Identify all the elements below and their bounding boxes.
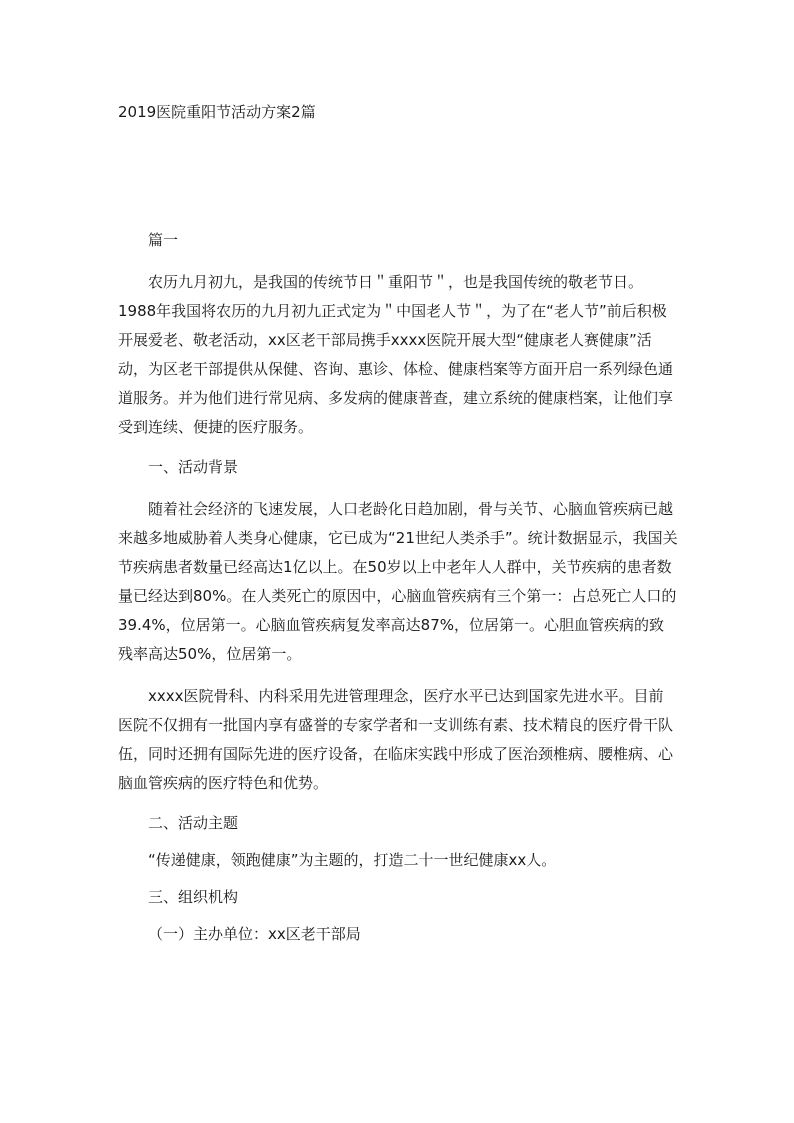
organizer-line: （一）主办单位：xx区老干部局 [148,925,361,943]
document-body [118,226,678,949]
heading-organization: 三、组织机构 [148,888,239,906]
section-label: 篇一 [148,231,179,249]
theme-paragraph: “传递健康，领跑健康”为主题的，打造二十一世纪健康xx人。 [148,851,557,869]
background-paragraph-1: 随着社会经济的飞速发展，人口老龄化日趋加剧，骨与关节、心脑血管疾病已越来越多地威胁着人类身心健康，它已成为“21世纪人类杀手”。统计数据显示，我国关节疾病患者数量已经高达1亿以上。在50岁以上中老年人人群中，关节疾病的患者数量已经达到80%。在人类死亡的原因中，心脑血管疾病有三个第一：占总死亡人口的39.4%，位居第一。心脑血管疾病复发率高达87%，位居第一。心胆血管疾病的致残率高达50%，位居第一。 [118,500,678,663]
heading-activity-theme: 二、活动主题 [148,814,239,832]
heading-activity-background: 一、活动背景 [148,458,239,476]
background-paragraph-2: xxxx医院骨科、内科采用先进管理理念，医疗水平已达到国家先进水平。目前医院不仅拥有一批国内享有盛誉的专家学者和一支训练有素、技术精良的医疗骨干队伍，同时还拥有国际先进的医疗设备，在临床实践中形成了医治颈椎病、腰椎病、心脑血管疾病的医疗特色和优势。 [118,687,674,792]
intro-paragraph: 农历九月初九，是我国的传统节日＂重阳节＂，也是我国传统的敬老节日。1988年我国将农历的九月初九正式定为＂中国老人节＂，为了在“老人节”前后积极开展爱老、敬老活动，xx区老干部局携手xxxx医院开展大型“健康老人赛健康”活动，为区老干部提供从保健、咨询、惠诊、体检、健康档案等方面开启一系列绿色通道服务。并为他们进行常见病、多发病的健康普查，建立系统的健康档案，让他们享受到连续、便捷的医疗服务。 [118,273,674,436]
document-title: 2019医院重阳节活动方案2篇 [118,103,316,121]
